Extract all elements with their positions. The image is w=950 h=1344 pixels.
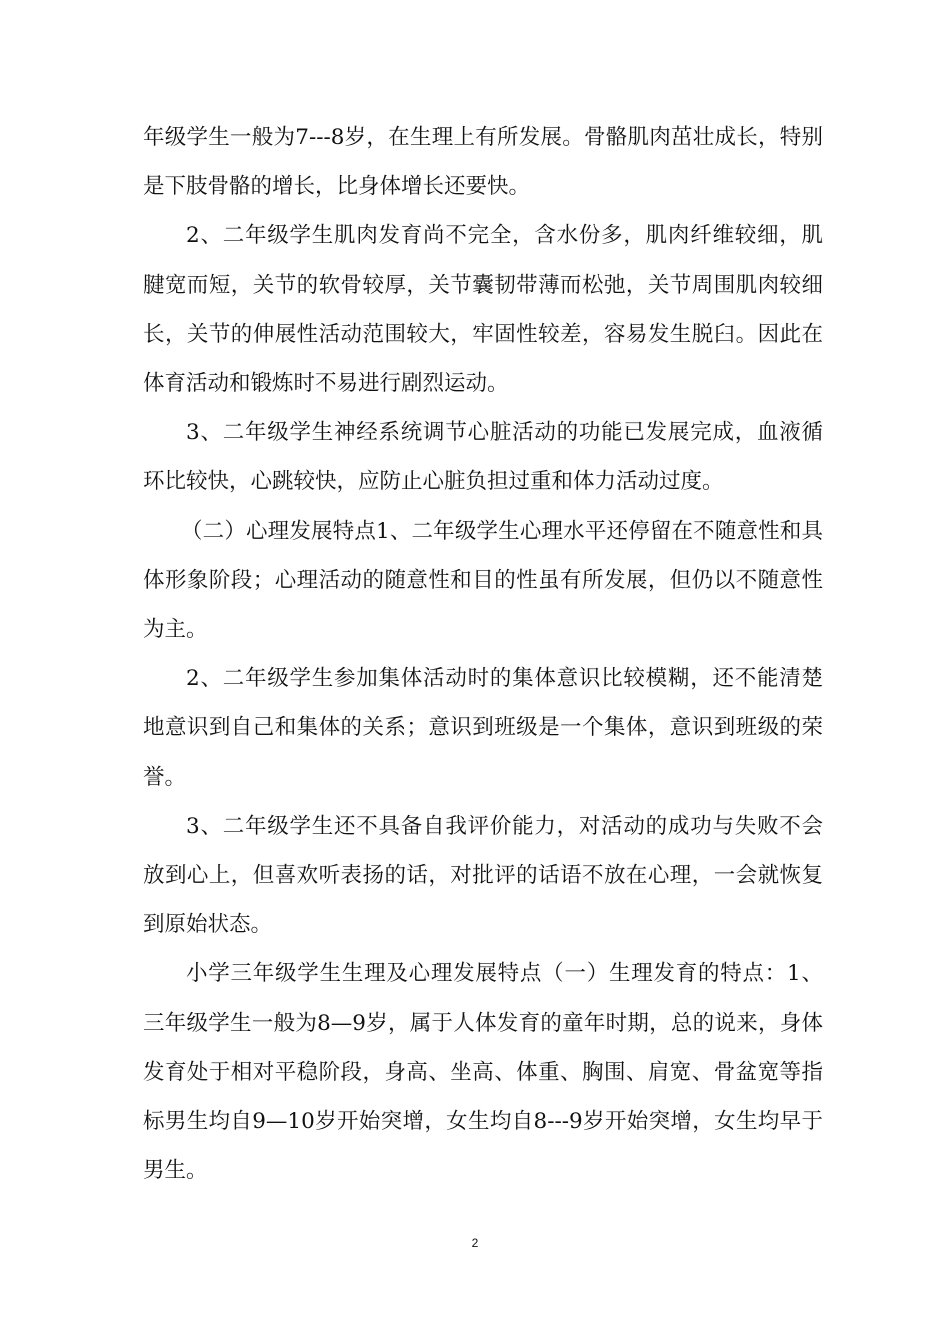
paragraph-3: 3、二年级学生神经系统调节心脏活动的功能已发展完成，血液循环比较快，心跳较快，应防止心脏负担过重和体力活动过度。 [143,420,823,495]
document-body [143,113,823,1195]
paragraph-2: 2、二年级学生肌肉发育尚不完全，含水份多，肌肉纤维较细，肌腱宽而短，关节的软骨较厚，关节囊韧带薄而松弛，关节周围肌肉较细长，关节的伸展性活动范围较大，牢固性较差，容易发生脱臼。因此在体育活动和锻炼时不易进行剧烈运动。 [143,223,823,397]
paragraph-1: 年级学生一般为7---8岁，在生理上有所发展。骨骼肌肉茁壮成长，特别是下肢骨骼的增长，比身体增长还要快。 [143,125,823,200]
paragraph-4: （二）心理发展特点1、二年级学生心理水平还停留在不随意性和具体形象阶段；心理活动的随意性和目的性虽有所发展，但仍以不随意性为主。 [143,518,823,643]
paragraph-7: 小学三年级学生生理及心理发展特点（一）生理发育的特点：1、三年级学生一般为8—9岁，属于人体发育的童年时期，总的说来，身体发育处于相对平稳阶段，身高、坐高、体重、胸围、肩宽、骨盆宽等指标男生均自9—10岁开始突增，女生均自8---9岁开始突增，女生均早于男生。 [143,961,823,1184]
paragraph-5: 2、二年级学生参加集体活动时的集体意识比较模糊，还不能清楚地意识到自己和集体的关系；意识到班级是一个集体，意识到班级的荣誉。 [143,666,823,790]
paragraph-6: 3、二年级学生还不具备自我评价能力，对活动的成功与失败不会放到心上，但喜欢听表扬的话，对批评的话语不放在心理，一会就恢复到原始状态。 [143,813,823,938]
page-number: 2 [471,1236,479,1250]
